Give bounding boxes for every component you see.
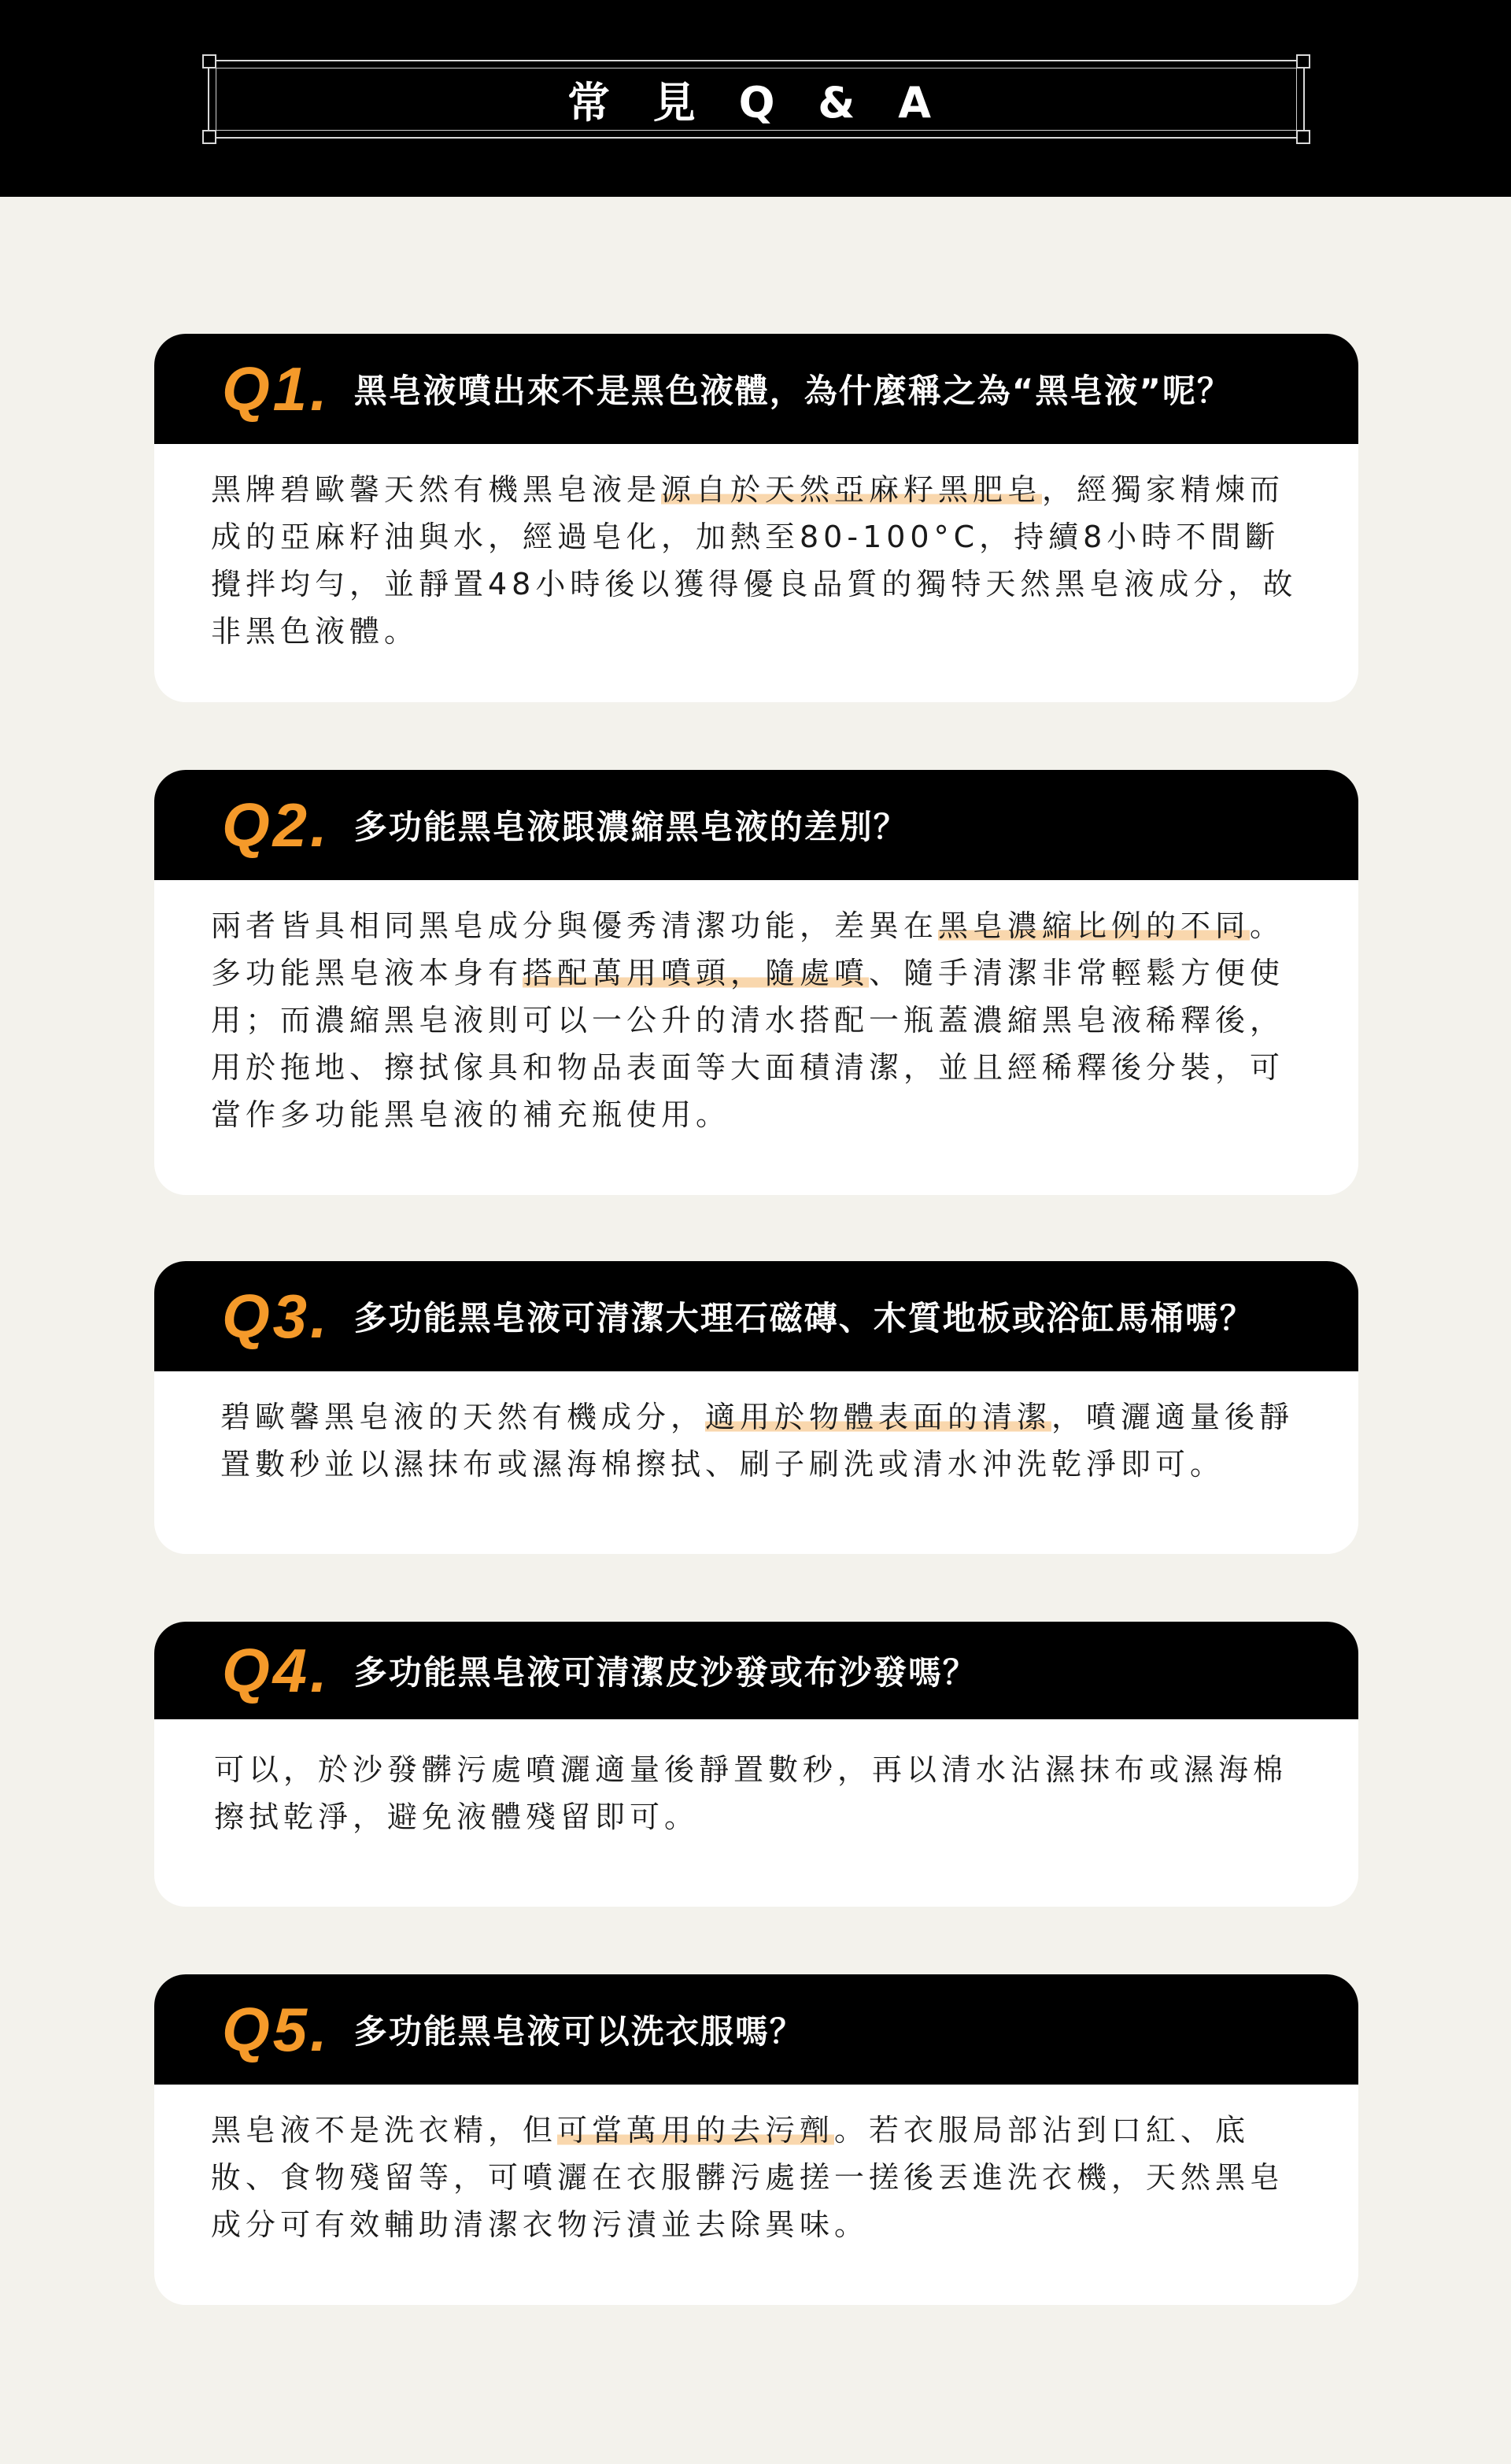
faq-answer <box>154 444 1358 655</box>
question-number: Q2. <box>222 790 331 860</box>
faq-question-bar <box>154 770 1358 880</box>
question-text: 多功能黑皂液可以洗衣服嗎？ <box>353 2012 804 2051</box>
faq-answer <box>154 2085 1358 2248</box>
faq-question-bar <box>154 1261 1358 1371</box>
question-number: Q1. <box>222 354 331 424</box>
faq-card-q4 <box>154 1622 1358 1907</box>
faq-question-bar <box>154 1622 1358 1719</box>
answer-text: 可以，於沙發髒污處噴灑適量後靜置數秒，再以清水沾濕抹布或濕海棉擦拭乾淨，避免液體殘留即可。 <box>214 1752 1288 1834</box>
faq-question-bar <box>154 1974 1358 2085</box>
faq-card-q2 <box>154 770 1358 1195</box>
answer-text: ，經獨家精煉而成的亞麻籽油與水，經過皂化，加熱至80-100°C，持續8小時不間斷攪拌均勻，並靜置48小時後以獲得優良品質的獨特天然黑皂液成分，故非黑色液體。 <box>211 472 1298 649</box>
faq-question-bar <box>154 334 1358 444</box>
answer-highlight: 黑皂濃縮比例的不同 <box>938 908 1251 943</box>
question-text: 多功能黑皂液跟濃縮黑皂液的差別？ <box>353 808 908 846</box>
answer-highlight: 可當萬用的去污劑 <box>557 2113 835 2148</box>
faq-card-q5 <box>154 1974 1358 2305</box>
question-text: 多功能黑皂液可清潔大理石磁磚、木質地板或浴缸馬桶嗎？ <box>353 1299 1254 1337</box>
answer-text: 黑皂液不是洗衣精，但 <box>211 2113 558 2148</box>
answer-highlight: 搭配萬用噴頭，隨處噴 <box>523 956 870 990</box>
answer-text: 、隨手清潔非常輕鬆方便使用；而濃縮黑皂液則可以一公升的清水搭配一瓶蓋濃縮黑皂液稀釋後，用於拖地、擦拭傢具和物品表面等大面積清潔，並且經稀釋後分裝，可當作多功能黑皂液的補充瓶使用。 <box>211 956 1285 1132</box>
question-text: 多功能黑皂液可清潔皮沙發或布沙發嗎？ <box>353 1653 977 1692</box>
faq-answer <box>154 1719 1358 1841</box>
page-header <box>0 0 1511 197</box>
faq-card-q1 <box>154 334 1358 702</box>
answer-text: 碧歐馨黑皂液的天然有機成分， <box>220 1400 706 1434</box>
faq-card-q3 <box>154 1261 1358 1554</box>
answer-text: 。多功能黑皂液本身有 <box>211 908 1285 990</box>
answer-highlight: 適用於物體表面的清潔 <box>705 1400 1052 1434</box>
answer-text: 。若衣服局部沾到口紅、底妝、食物殘留等，可噴灑在衣服髒污處搓一搓後丟進洗衣機，天然黑皂成分可有效輔助清潔衣物污漬並去除異味。 <box>211 2113 1285 2242</box>
answer-text: ，噴灑適量後靜置數秒並以濕抹布或濕海棉擦拭、刷子刷洗或清水沖洗乾淨即可。 <box>220 1400 1295 1482</box>
faq-answer <box>154 880 1358 1138</box>
answer-highlight: 源自於天然亞麻籽黑肥皂 <box>661 472 1043 507</box>
page-title: 常 見 Q & A <box>567 77 945 128</box>
question-number: Q5. <box>222 1995 331 2064</box>
answer-text: 兩者皆具相同黑皂成分與優秀清潔功能，差異在 <box>211 908 939 943</box>
question-text: 黑皂液噴出來不是黑色液體，為什麼稱之為“黑皂液”呢？ <box>353 372 1232 410</box>
faq-answer <box>154 1371 1358 1488</box>
title-frame <box>208 60 1305 139</box>
question-number: Q4. <box>222 1636 331 1705</box>
question-number: Q3. <box>222 1282 331 1351</box>
answer-text: 黑牌碧歐馨天然有機黑皂液是 <box>211 472 662 507</box>
